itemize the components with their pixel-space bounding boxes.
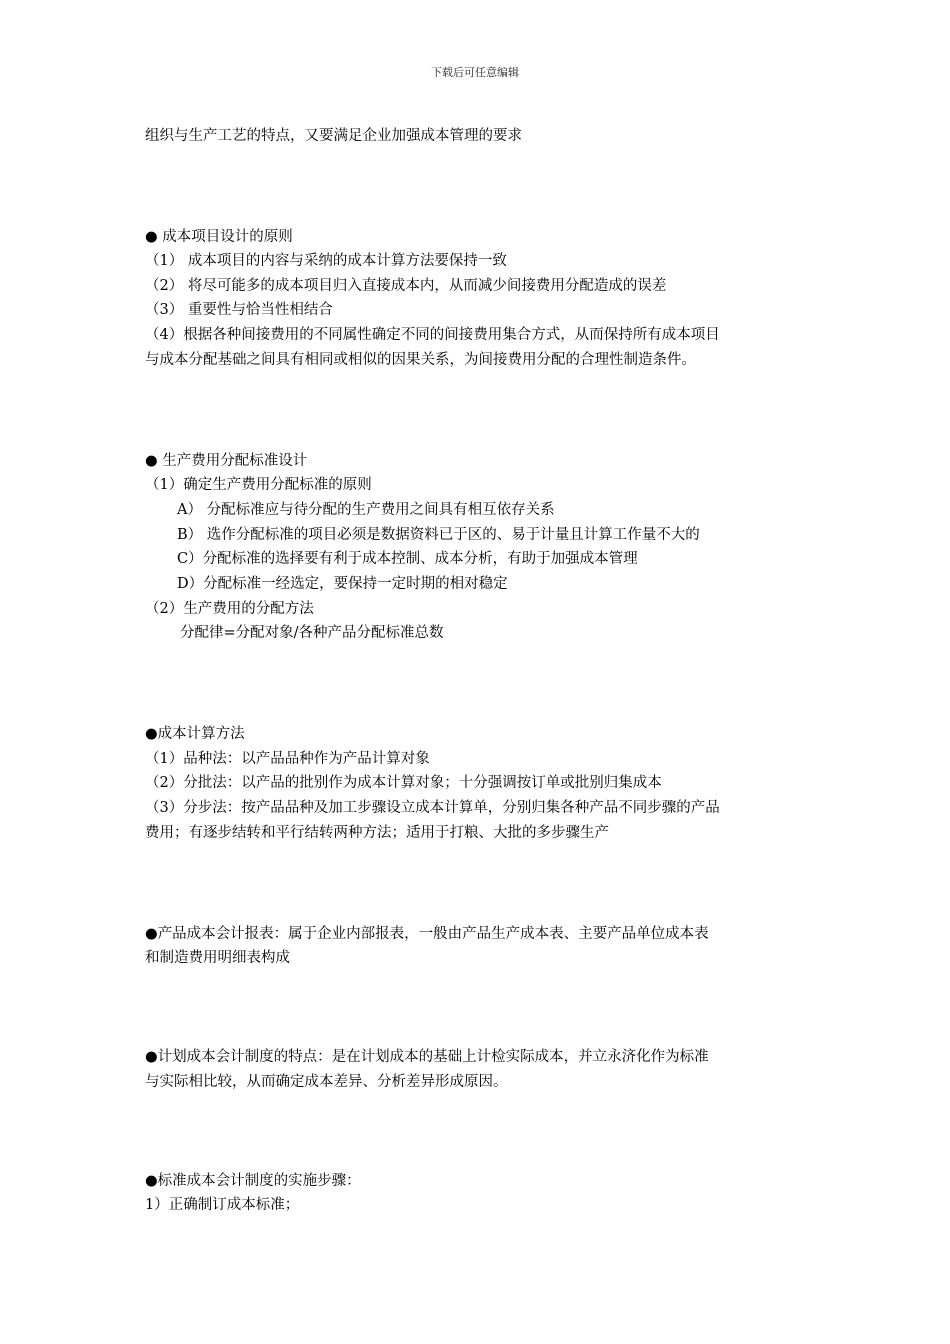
section-heading-allocation-standard: ● 生产费用分配标准设计 [145, 453, 308, 469]
section-heading-cost-item-design: ● 成本项目设计的原则 [145, 229, 293, 245]
costing-method-2: （2）分批法：以产品的批别作为成本计算对象；十分强调按订单或批别归集成本 [145, 775, 662, 791]
allocation-subheading-2: （2）生产费用的分配方法 [145, 601, 314, 617]
principle-item-1: （1） 成本项目的内容与采纳的成本计算方法要保持一致 [145, 253, 507, 269]
section-planned-cost-system: ●计划成本会计制度的特点：是在计划成本的基础上计检实际成本，并立永济化作为标准 [145, 1049, 709, 1065]
principle-item-3: （3） 重要性与恰当性相结合 [145, 302, 333, 318]
principle-item-2: （2） 将尽可能多的成本项目归入直接成本内，从而减少间接费用分配造成的误差 [145, 278, 667, 294]
section-heading-costing-methods: ●成本计算方法 [145, 726, 245, 742]
allocation-item-d: D）分配标准一经选定，要保持一定时期的相对稳定 [177, 576, 508, 592]
allocation-item-b: B） 选作分配标准的项目必须是数据资料已于区的、易于计量且计算工作量不大的 [177, 527, 700, 543]
costing-method-3: （3）分步法：按产品品种及加工步骤设立成本计算单，分别归集各种产品不同步骤的产品 [145, 800, 720, 816]
allocation-subheading-1: （1）确定生产费用分配标准的原则 [145, 477, 372, 493]
section-cost-reports: ●产品成本会计报表：属于企业内部报表，一般由产品生产成本表、主要产品单位成本表 [145, 926, 709, 942]
standard-cost-step-1: 1）正确制订成本标准； [145, 1197, 300, 1213]
section-standard-cost-steps: ●标准成本会计制度的实施步骤： [145, 1173, 361, 1189]
allocation-formula: 分配律=分配对象/各种产品分配标准总数 [180, 625, 444, 641]
allocation-item-a: A） 分配标准应与待分配的生产费用之间具有相互依存关系 [177, 502, 555, 518]
costing-method-1: （1）品种法：以产品品种作为产品计算对象 [145, 751, 430, 767]
principle-item-4: （4）根据各种间接费用的不同属性确定不同的间接费用集合方式，从而保持所有成本项目 [145, 327, 720, 343]
section-cost-reports-continued: 和制造费用明细表构成 [145, 950, 290, 966]
page-header: 下载后可任意编辑 [431, 66, 519, 79]
allocation-item-c: C）分配标准的选择要有利于成本控制、成本分析，有助于加强成本管理 [177, 551, 638, 567]
costing-method-3-continued: 费用；有逐步结转和平行结转两种方法；适用于打粮、大批的多步骤生产 [145, 825, 609, 841]
section-planned-cost-system-continued: 与实际相比较，从而确定成本差异、分析差异形成原因。 [145, 1074, 508, 1090]
continuation-line: 组织与生产工艺的特点，又要满足企业加强成本管理的要求 [145, 128, 522, 144]
principle-item-4-continued: 与成本分配基础之间具有相同或相似的因果关系，为间接费用分配的合理性制造条件。 [145, 352, 696, 368]
